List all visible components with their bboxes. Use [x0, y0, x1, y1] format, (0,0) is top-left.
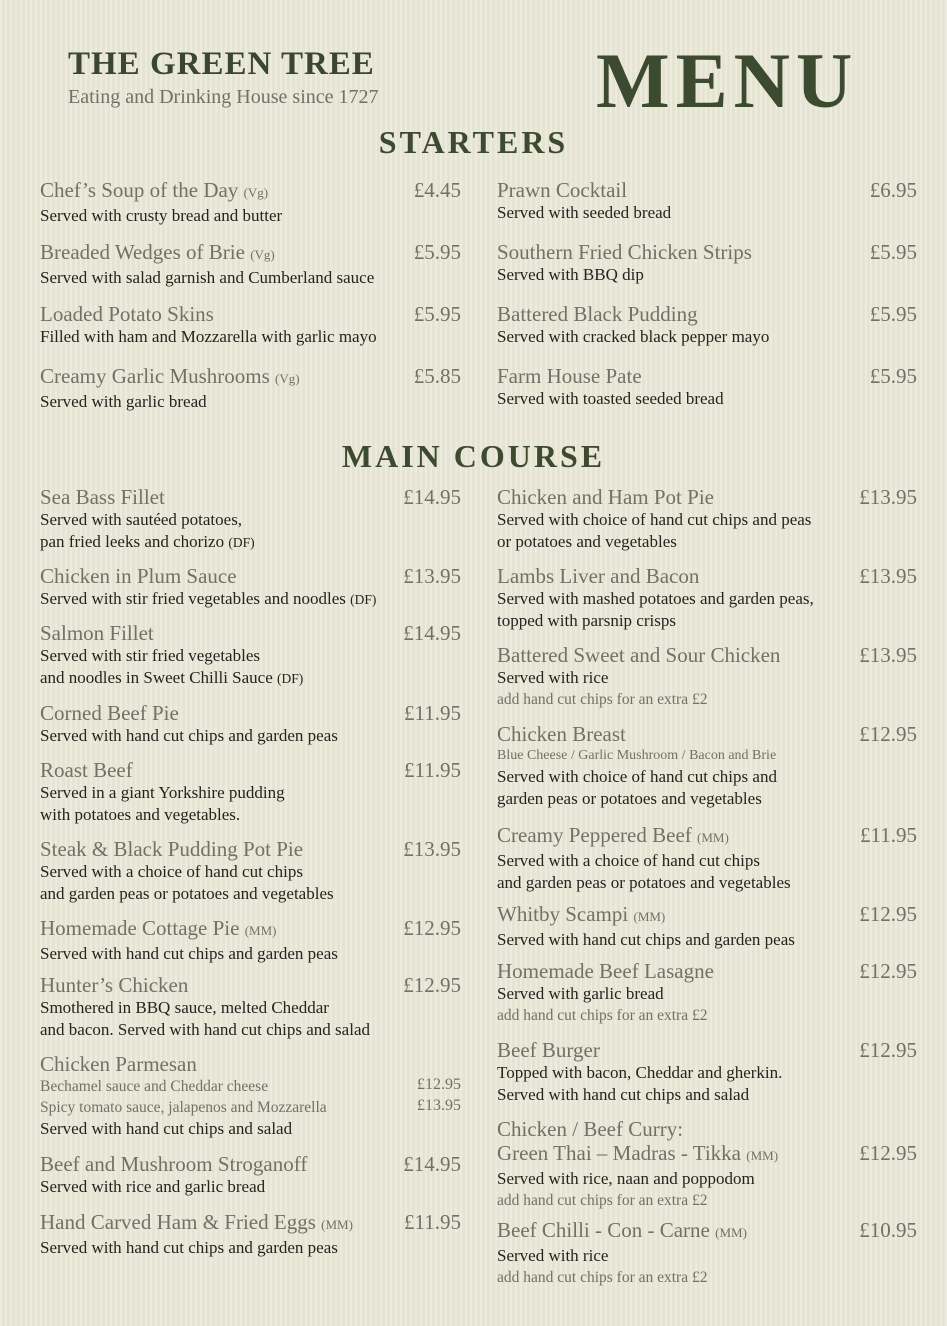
main-item: [497, 959, 917, 1026]
main-course-title: MAIN COURSE: [341, 438, 606, 474]
item-description: Served with hand cut chips and garden peas: [40, 944, 338, 963]
item-tag: (Vg): [275, 371, 300, 386]
item-name: Loaded Potato Skins: [40, 302, 214, 326]
variant-label: Bechamel sauce and Cheddar cheese: [40, 1078, 269, 1095]
item-price: £5.95: [869, 364, 917, 388]
item-extra: add hand cut chips for an extra £2: [497, 1007, 708, 1024]
item-description: Served with rice: [497, 668, 609, 687]
item-description: and garden peas or potatoes and vegetables: [497, 873, 791, 892]
main-item: [497, 722, 917, 810]
item-extra: add hand cut chips for an extra £2: [497, 1192, 708, 1209]
item-tag: (Vg): [243, 185, 269, 200]
item-price: £12.95: [859, 902, 917, 926]
main-item: [40, 621, 461, 690]
item-tag: (Vg): [250, 247, 275, 262]
item-description: Served with a choice of hand cut chips: [497, 851, 760, 870]
item-name: Farm House Pate: [497, 364, 642, 388]
item-name: Chef’s Soup of the Day: [40, 178, 239, 202]
item-price: £5.95: [413, 240, 461, 264]
item-description: Served with salad garnish and Cumberland sauce: [40, 268, 375, 287]
item-name: Battered Sweet and Sour Chicken: [497, 643, 781, 667]
main-item: [40, 1052, 461, 1140]
item-price: £12.95: [859, 722, 917, 746]
starter-item: [497, 364, 917, 410]
item-extra: add hand cut chips for an extra £2: [497, 691, 708, 708]
brand-block: [68, 44, 379, 110]
item-price: £13.95: [859, 643, 917, 667]
item-description: Served with hand cut chips and salad: [497, 1085, 750, 1104]
item-name: Salmon Fillet: [40, 621, 154, 645]
item-name: Beef and Mushroom Stroganoff: [40, 1152, 308, 1176]
brand-name: THE GREEN TREE: [68, 46, 375, 82]
item-price: £11.95: [404, 1210, 461, 1234]
item-description: Served with BBQ dip: [497, 265, 644, 284]
item-name: Chicken in Plum Sauce: [40, 564, 237, 588]
item-price: £12.95: [403, 916, 461, 940]
main-item: [497, 1218, 917, 1288]
item-price: £12.95: [859, 1141, 917, 1165]
item-price: £13.95: [859, 485, 917, 509]
main-item: [497, 902, 917, 951]
item-description: Served with rice, naan and poppodom: [497, 1169, 755, 1188]
item-name: Southern Fried Chicken Strips: [497, 240, 752, 264]
main-item: [497, 564, 917, 632]
starter-item: [497, 302, 917, 348]
main-item: [40, 916, 461, 965]
item-description: garden peas or potatoes and vegetables: [497, 789, 762, 808]
item-description: Served with choice of hand cut chips and peas: [497, 510, 812, 529]
item-description: Served with cracked black pepper mayo: [497, 327, 770, 346]
item-price: £14.95: [403, 621, 461, 645]
item-name: Creamy Peppered Beef: [497, 823, 692, 847]
variant-label: Spicy tomato sauce, jalapenos and Mozzarella: [40, 1099, 327, 1116]
item-price: £10.95: [859, 1218, 917, 1242]
starters-title: STARTERS: [378, 124, 569, 160]
item-price: £5.95: [869, 302, 917, 326]
item-price: £5.95: [869, 240, 917, 264]
item-name: Lambs Liver and Bacon: [497, 564, 700, 588]
item-name: Homemade Beef Lasagne: [497, 959, 714, 983]
item-tag: (DF): [277, 671, 304, 686]
main-item: [40, 1210, 461, 1259]
variant-price: £12.95: [417, 1076, 461, 1093]
item-name: Chicken and Ham Pot Pie: [497, 485, 714, 509]
item-price: £13.95: [403, 837, 461, 861]
item-description: Served with hand cut chips and garden peas: [40, 726, 338, 745]
item-name: Battered Black Pudding: [497, 302, 698, 326]
brand-tagline: Eating and Drinking House since 1727: [68, 86, 379, 108]
item-tag: (DF): [350, 592, 377, 607]
item-description: Served in a giant Yorkshire pudding: [40, 783, 285, 802]
main-item: [497, 823, 917, 894]
main-item: [497, 485, 917, 553]
main-item: [40, 973, 461, 1041]
main-item: [40, 837, 461, 905]
item-name-line2: Green Thai – Madras - Tikka: [497, 1141, 741, 1165]
item-description: Served with sautéed potatoes,: [40, 510, 243, 529]
item-name: Creamy Garlic Mushrooms: [40, 364, 270, 388]
menu-title: MENU: [596, 37, 859, 124]
item-name: Hand Carved Ham & Fried Eggs: [40, 1210, 316, 1234]
item-name: Chicken / Beef Curry:: [497, 1117, 684, 1141]
item-name: Chicken Breast: [497, 722, 626, 746]
item-name: Homemade Cottage Pie: [40, 916, 240, 940]
item-name: Hunter’s Chicken: [40, 973, 189, 997]
item-tag: (MM): [746, 1148, 779, 1163]
variant-price: £13.95: [417, 1097, 461, 1114]
item-description: pan fried leeks and chorizo: [40, 532, 225, 551]
item-price: £14.95: [403, 1152, 461, 1176]
item-description: Served with rice and garlic bread: [40, 1177, 266, 1196]
item-name: Whitby Scampi: [497, 902, 629, 926]
item-description: Served with garlic bread: [40, 392, 207, 411]
starter-item: [40, 364, 461, 413]
item-price: £11.95: [860, 823, 917, 847]
item-tag: (MM): [321, 1217, 353, 1232]
main-item: [497, 1038, 917, 1106]
item-name: Sea Bass Fillet: [40, 485, 165, 509]
item-price: £6.95: [869, 178, 917, 202]
item-tag: (MM): [244, 923, 277, 938]
item-price: £14.95: [403, 485, 461, 509]
item-name: Breaded Wedges of Brie: [40, 240, 245, 264]
item-description: Filled with ham and Mozzarella with garlic mayo: [40, 327, 377, 346]
main-item: [40, 564, 461, 611]
item-price: £12.95: [859, 1038, 917, 1062]
item-price: £13.95: [859, 564, 917, 588]
item-price: £4.45: [413, 178, 461, 202]
starter-item: [40, 240, 461, 289]
item-description: Served with garlic bread: [497, 984, 664, 1003]
item-description: Served with hand cut chips and garden peas: [40, 1238, 338, 1257]
item-description: with potatoes and vegetables.: [40, 805, 241, 824]
item-price: £12.95: [403, 973, 461, 997]
item-description: and noodles in Sweet Chilli Sauce: [40, 668, 273, 687]
main-item: [40, 485, 461, 554]
item-description: Served with choice of hand cut chips and: [497, 767, 777, 786]
item-tag: (MM): [697, 830, 729, 845]
item-extra: add hand cut chips for an extra £2: [497, 1269, 708, 1286]
item-description: Served with rice: [497, 1246, 609, 1265]
item-description: or potatoes and vegetables: [497, 532, 677, 551]
item-description: and garden peas or potatoes and vegetables: [40, 884, 334, 903]
item-description: and bacon. Served with hand cut chips and salad: [40, 1020, 370, 1039]
item-description: Served with hand cut chips and salad: [40, 1119, 293, 1138]
main-item: [40, 1152, 461, 1198]
starter-item: [497, 240, 917, 286]
item-description: Served with toasted seeded bread: [497, 389, 724, 408]
main-item: [497, 1117, 917, 1211]
item-description: Smothered in BBQ sauce, melted Cheddar: [40, 998, 329, 1017]
item-tag: (MM): [715, 1225, 747, 1240]
item-name: Roast Beef: [40, 758, 133, 782]
item-name: Steak & Black Pudding Pot Pie: [40, 837, 304, 861]
item-description: Served with stir fried vegetables and noodles: [40, 589, 346, 608]
main-item: [40, 701, 461, 747]
main-item: [497, 643, 917, 710]
item-price: £5.85: [413, 364, 461, 388]
starter-item: [40, 302, 461, 348]
item-price: £11.95: [404, 758, 461, 782]
main-item: [40, 758, 461, 826]
item-description: Served with seeded bread: [497, 203, 672, 222]
item-price: £12.95: [859, 959, 917, 983]
item-description: topped with parsnip crisps: [497, 611, 676, 630]
item-tag: (MM): [633, 909, 666, 924]
item-name: Chicken Parmesan: [40, 1052, 197, 1076]
item-name: Beef Chilli - Con - Carne: [497, 1218, 710, 1242]
item-tag: (DF): [228, 535, 255, 550]
item-price: £5.95: [413, 302, 461, 326]
item-description: Served with hand cut chips and garden peas: [497, 930, 795, 949]
item-description: Served with stir fried vegetables: [40, 646, 260, 665]
starter-item: [40, 178, 461, 227]
item-name: Prawn Cocktail: [497, 178, 628, 202]
item-price: £11.95: [404, 701, 461, 725]
item-description: Topped with bacon, Cheddar and gherkin.: [497, 1063, 783, 1082]
item-name: Corned Beef Pie: [40, 701, 179, 725]
item-price: £13.95: [403, 564, 461, 588]
item-description: Served with mashed potatoes and garden peas,: [497, 589, 814, 608]
item-options: Blue Cheese / Garlic Mushroom / Bacon and Brie: [497, 748, 777, 763]
item-description: Served with crusty bread and butter: [40, 206, 283, 225]
item-description: Served with a choice of hand cut chips: [40, 862, 303, 881]
starter-item: [497, 178, 917, 224]
item-name: Beef Burger: [497, 1038, 600, 1062]
